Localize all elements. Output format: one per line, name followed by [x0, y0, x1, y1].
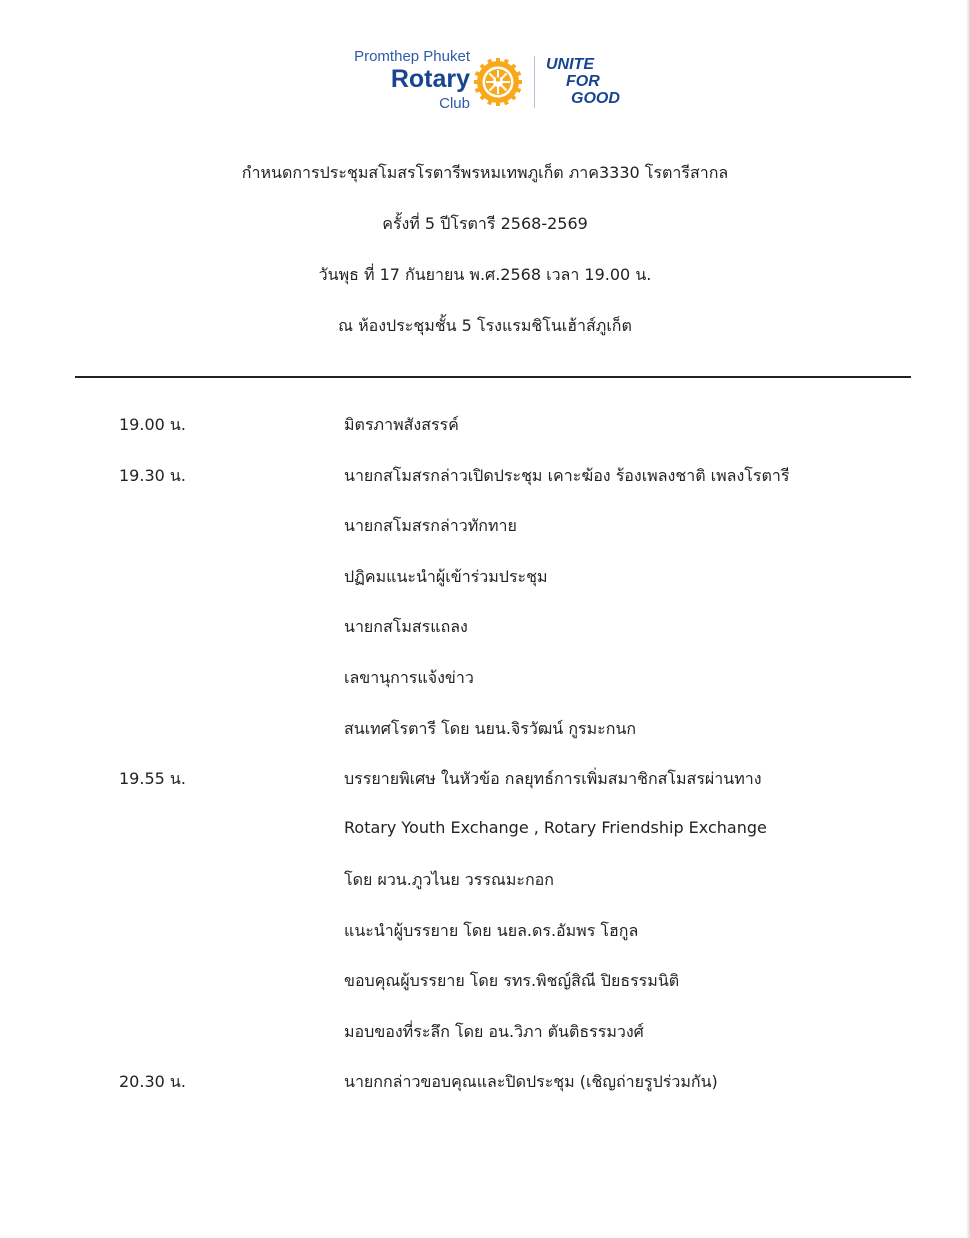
schedule-time: 20.30 น.	[119, 1072, 186, 1091]
header-divider	[75, 376, 911, 378]
meeting-venue: ณ ห้องประชุมชั้น 5 โรงแรมชิโนเฮ้าส์ภูเก็ต	[338, 316, 632, 335]
schedule-time: 19.30 น.	[119, 466, 186, 485]
slogan-line: UNITE	[546, 56, 594, 73]
schedule-row	[0, 514, 970, 542]
schedule-row	[0, 464, 970, 492]
meeting-date-time: วันพุธ ที่ 17 กันยายน พ.ศ.2568 เวลา 19.00 น.	[318, 265, 652, 284]
schedule-row	[0, 767, 970, 795]
schedule-item: โดย ผวน.ภูวไนย วรรณมะกอก	[344, 870, 554, 889]
slogan-line: GOOD	[571, 90, 620, 107]
schedule-item: นายกสโมสรกล่าวเปิดประชุม เคาะฆ้อง ร้องเพลงชาติ เพลงโรตารี	[344, 466, 790, 485]
schedule-row	[0, 666, 970, 694]
schedule-row	[0, 1070, 970, 1098]
schedule-item: มิตรภาพสังสรรค์	[344, 415, 459, 434]
slogan-line: FOR	[566, 73, 600, 90]
meeting-title: กำหนดการประชุมสโมสรโรตารีพรหมเทพภูเก็ต ภาค3330 โรตารีสากล	[241, 163, 729, 182]
logo-divider	[534, 56, 535, 108]
meeting-number: ครั้งที่ 5 ปีโรตารี 2568-2569	[382, 214, 588, 233]
logo-club-text: Club	[439, 95, 470, 112]
schedule-item: สนเทศโรตารี โดย นยน.จิรวัฒน์ กูรมะกนก	[344, 719, 637, 738]
schedule-time: 19.55 น.	[119, 769, 186, 788]
rotary-club-logo	[330, 46, 640, 116]
schedule-row	[0, 818, 970, 846]
schedule-item: นายกสโมสรกล่าวทักทาย	[344, 516, 517, 535]
logo-club-name: Promthep Phuket	[354, 48, 470, 65]
schedule-row	[0, 717, 970, 745]
schedule-item: เลขานุการแจ้งข่าว	[344, 668, 474, 687]
schedule-row	[0, 919, 970, 947]
logo-slogan	[546, 56, 620, 107]
schedule-row	[0, 565, 970, 593]
schedule-row	[0, 413, 970, 441]
schedule-row	[0, 1020, 970, 1048]
schedule-item: นายกกล่าวขอบคุณและปิดประชุม (เชิญถ่ายรูปร่วมกัน)	[344, 1072, 718, 1091]
schedule-time: 19.00 น.	[119, 415, 186, 434]
schedule-row	[0, 615, 970, 643]
schedule-item: แนะนำผู้บรรยาย โดย นยล.ดร.อัมพร โฮกูล	[344, 921, 639, 940]
schedule-item: ขอบคุณผู้บรรยาย โดย รทร.พิชญ์สิณี ปิยธรรมนิติ	[344, 971, 680, 990]
logo-rotary-text: Rotary	[390, 65, 470, 93]
rotary-wheel-icon	[473, 57, 523, 107]
page-edge-shadow	[966, 0, 970, 1238]
schedule-item: ปฏิคมแนะนำผู้เข้าร่วมประชุม	[344, 567, 548, 586]
schedule-row	[0, 969, 970, 997]
schedule-item: นายกสโมสรแถลง	[344, 617, 468, 636]
schedule-item: Rotary Youth Exchange , Rotary Friendship Exchange	[344, 818, 767, 837]
schedule-item: บรรยายพิเศษ ในหัวข้อ กลยุทธ์การเพิ่มสมาชิกสโมสรผ่านทาง	[344, 769, 762, 788]
schedule-item: มอบของที่ระลึก โดย อน.วิภา ตันติธรรมวงศ์	[344, 1022, 644, 1041]
schedule-row	[0, 868, 970, 896]
